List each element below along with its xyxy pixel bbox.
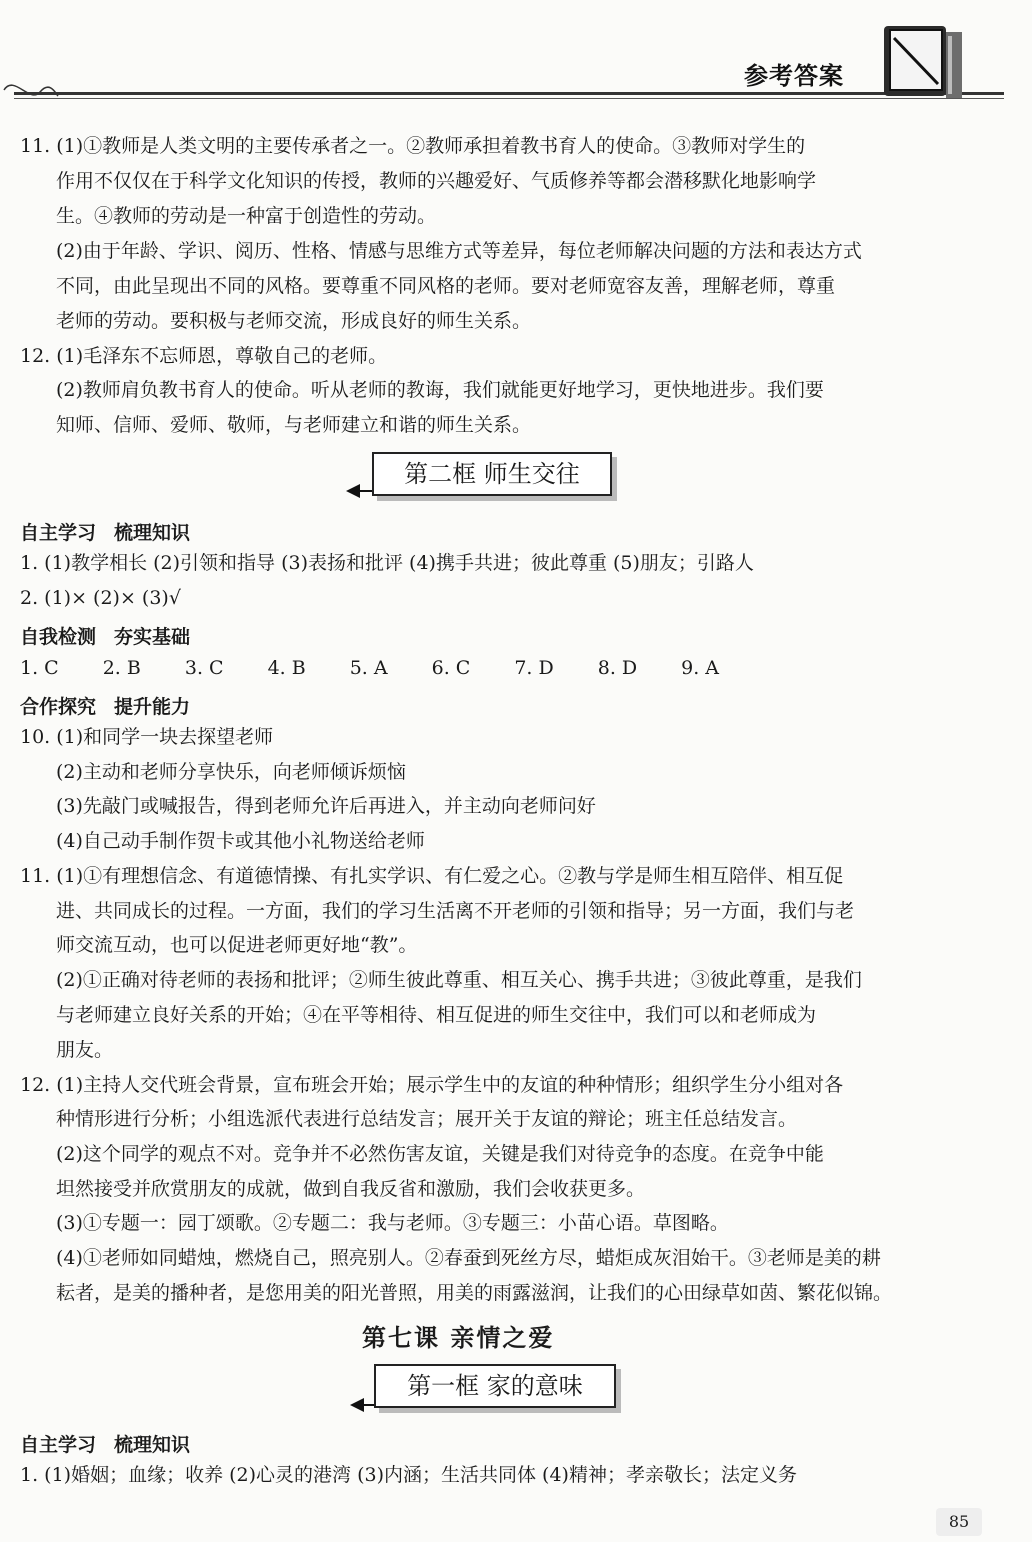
header-rule-thin (14, 98, 1004, 99)
text-line: 种情形进行分析；小组选派代表进行总结发言；展开关于友谊的辩论；班主任总结发言。 (56, 1108, 798, 1130)
text-line: 老师的劳动。要积极与老师交流，形成良好的师生关系。 (56, 310, 532, 332)
text-line: 耘者，是美的播种者，是您用美的阳光普照，用美的雨露滋润，让我们的心田绿草如茵、繁花似锦。 (56, 1282, 893, 1304)
text-line: (2)这个同学的观点不对。竞争并不必然伤害友谊，关键是我们对待竞争的态度。在竞争中能 (56, 1143, 824, 1165)
page-number: 85 (936, 1508, 982, 1536)
header-title: 参考答案 (744, 61, 844, 90)
section-heading: 自我检测 夯实基础 (20, 626, 191, 648)
text-line: (2)教师肩负教书育人的使命。听从老师的教诲，我们就能更好地学习，更快地进步。我们要 (56, 379, 824, 401)
page-header (0, 0, 1032, 110)
text-line: 生。④教师的劳动是一种富于创造性的劳动。 (56, 205, 437, 227)
text-line: 11. (1)①教师是人类文明的主要传承者之一。②教师承担着教书育人的使命。③教师对学生的 (20, 135, 806, 157)
text-line: 知师、信师、爱师、敬师，与老师建立和谐的师生关系。 (56, 414, 532, 436)
text-line: (4)①老师如同蜡烛，燃烧自己，照亮别人。②春蚕到死丝方尽，蜡炬成灰泪始干。③老师是美的耕 (56, 1247, 881, 1269)
book-icon (880, 18, 966, 102)
text-line: (2)①正确对待老师的表扬和批评；②师生彼此尊重、相互关心、携手共进；③彼此尊重，是我们 (56, 969, 862, 991)
text-line: 进、共同成长的过程。一方面，我们的学习生活离不开老师的引领和指导；另一方面，我们与老 (56, 900, 855, 922)
text-line: 1. (1)婚姻；血缘；收养 (2)心灵的港湾 (3)内涵；生活共同体 (4)精神；孝亲敬长；法定义务 (20, 1464, 797, 1486)
text-line: 2. (1)× (2)× (3)√ (20, 587, 181, 609)
text-line: 朋友。 (56, 1039, 114, 1061)
text-line: 12. (1)主持人交代班会背景，宣布班会开始；展示学生中的友谊的种种情形；组织学生分小组对各 (20, 1074, 844, 1096)
text-line: 与老师建立良好关系的开始；④在平等相待、相互促进的师生交往中，我们可以和老师成为 (56, 1004, 817, 1026)
text-line: (4)自己动手制作贺卡或其他小礼物送给老师 (56, 830, 425, 852)
text-line: 10. (1)和同学一块去探望老师 (20, 726, 274, 748)
text-line: (2)由于年龄、学识、阅历、性格、情感与思维方式等差异，每位老师解决问题的方法和表达方式 (56, 240, 862, 262)
text-line: 不同，由此呈现出不同的风格。要尊重不同风格的老师。要对老师宽容友善，理解老师，尊重 (56, 275, 836, 297)
text-line: (3)先敲门或喊报告，得到老师允许后再进入，并主动向老师问好 (56, 795, 596, 817)
text-line: 作用不仅仅在于科学文化知识的传授，教师的兴趣爱好、气质修养等都会潜移默化地影响学 (56, 170, 817, 192)
section-box-title: 第一框 家的意味 (374, 1364, 616, 1408)
section-heading: 自主学习 梳理知识 (20, 522, 191, 544)
text-line: 12. (1)毛泽东不忘师恩，尊敬自己的老师。 (20, 345, 388, 367)
text-line: (2)主动和老师分享快乐，向老师倾诉烦恼 (56, 761, 406, 783)
section-heading: 合作探究 提升能力 (20, 696, 191, 718)
text-line: 1. (1)教学相长 (2)引领和指导 (3)表扬和批评 (4)携手共进；彼此尊重 (5)朋友；引路人 (20, 552, 754, 574)
section-box-title: 第二框 师生交往 (372, 452, 612, 496)
lesson-title: 第七课 亲情之爱 (362, 1323, 555, 1352)
answer-row: 1. C 2. B 3. C 4. B 5. A 6. C 7. D 8. D 9. A (20, 657, 720, 679)
text-line: 师交流互动，也可以促进老师更好地“教”。 (56, 934, 418, 956)
text-line: 11. (1)①有理想信念、有道德情操、有扎实学识、有仁爱之心。②教与学是师生相互陪伴、相互促 (20, 865, 844, 887)
section-heading: 自主学习 梳理知识 (20, 1434, 191, 1456)
swirl-ornament-icon (0, 70, 60, 110)
text-line: (3)①专题一：园丁颂歌。②专题二：我与老师。③专题三：小苗心语。草图略。 (56, 1212, 729, 1234)
text-line: 坦然接受并欣赏朋友的成就，做到自我反省和激励，我们会收获更多。 (56, 1178, 646, 1200)
header-rule (14, 92, 1004, 95)
